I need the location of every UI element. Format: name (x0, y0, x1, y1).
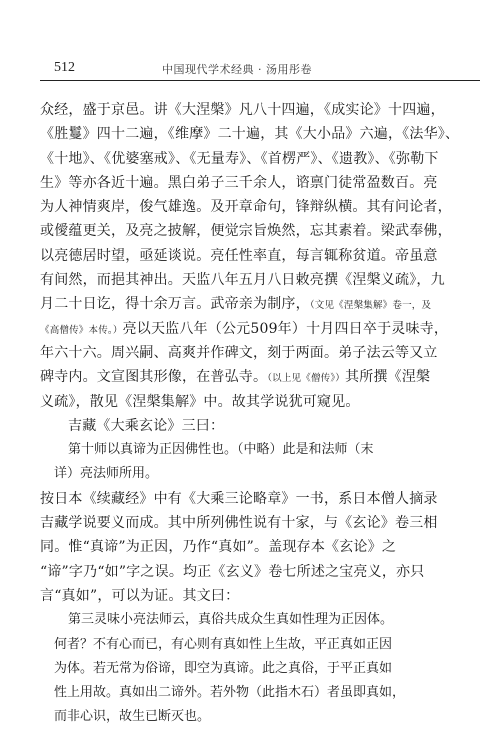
body-text: 月二十日讫，得十余万言。武帝亲为制序， (40, 296, 310, 313)
body-line: 为人神情爽岸，俊气雄逸。及开章命句，锋辩纵横。其有问论者， (40, 199, 452, 216)
page-number: 512 (54, 60, 75, 75)
body-text: 碑寺内。文宣图其形像，在普弘寺。 (40, 369, 268, 386)
quote-line: 性上用故。真如出二谛外。若外物（此指木石）者虽即真如， (54, 685, 406, 701)
body-line: “谛”字乃“如”字之误。均正《玄义》卷七所述之宝亮义，亦只 (40, 563, 425, 580)
body-line (40, 292, 460, 316)
body-line: 吉藏学说要义而成。其中所列佛性说有十家，与《玄论》卷三相 (40, 515, 438, 532)
body-line: 《胜鬘》四十二遍，《维摩》二十遍，其《大小品》六遍，《法华》、 (40, 126, 460, 143)
body-line: 《十地》、《优婆塞戒》、《无量寿》、《首楞严》、《遗教》、《弥勒下 (40, 150, 439, 167)
body-line: 按日本《续藏经》中有《大乘三论略章》一书，系日本僧人摘录 (40, 490, 438, 507)
body-line: 生》等亦各近十遍。黑白弟子三千余人，谘禀门徒常盈数百。亮 (40, 174, 438, 191)
page-header (40, 58, 480, 78)
footnote-inline: 《高僧传》本传。） (40, 324, 123, 336)
footnote-inline: （文见《涅槃集解》卷一，及 (309, 300, 432, 312)
body-line: 有间然，而挹其神出。天监八年五月八日敕亮撰《涅槃义疏》，九 (40, 272, 445, 289)
body-line: 众经，盛于京邑。讲《大涅槃》凡八十四遍，《成实论》十四遍， (40, 102, 445, 118)
quote-line: 第十师以真谛为正因佛性也。（中略）此是和法师（末 (68, 442, 374, 458)
body-text: 其所撰《涅槃 (345, 369, 431, 386)
body-text: 亮以天监八年（公元509年）十月四日卒于灵味寺， (122, 320, 449, 337)
page-body (40, 98, 460, 730)
quote-line: 为体。若无常为俗谛，即空为真谛。此之真俗，于平正真如 (54, 660, 393, 676)
body-line: 同。惟“真谛”为正因，乃作“真如”。盖现存本《玄论》之 (40, 539, 397, 556)
body-line: 吉藏《大乘玄论》三曰： (68, 417, 225, 434)
quote-line: 何者？不有心而已，有心则有真如性上生故，平正真如正因 (54, 636, 393, 652)
quote-line: 详）亮法师所用。 (54, 466, 159, 482)
body-line: 以亮德居时望，亟延谈说。亮任性率直，每言辄称贫道。帝虽意 (40, 247, 438, 264)
footnote-inline: （以上见《僧传》） (267, 373, 346, 385)
running-head: 中国现代学术经典 · 汤用彤卷 (162, 63, 312, 76)
body-line (40, 365, 460, 389)
quote-line: 而非心识，故生已断灭也。 (54, 709, 211, 725)
body-line: 义疏》，散见《涅槃集解》中。故其学说犹可窥见。 (40, 393, 360, 410)
body-line: 言“真如”，可以为证。其文曰： (40, 587, 240, 604)
body-line (40, 317, 460, 341)
quote-line: 第三灵味小亮法师云，真俗共成众生真如性理为正因体。 (68, 612, 394, 628)
body-line: 年六十六。周兴嗣、高爽并作碑文，刻于两面。弟子法云等又立 (40, 344, 438, 361)
body-line: 或僾蕴更关，及亮之披解，便觉宗旨焕然，忘其素着。梁武奉佛， (40, 223, 452, 240)
header-rule (40, 80, 480, 81)
